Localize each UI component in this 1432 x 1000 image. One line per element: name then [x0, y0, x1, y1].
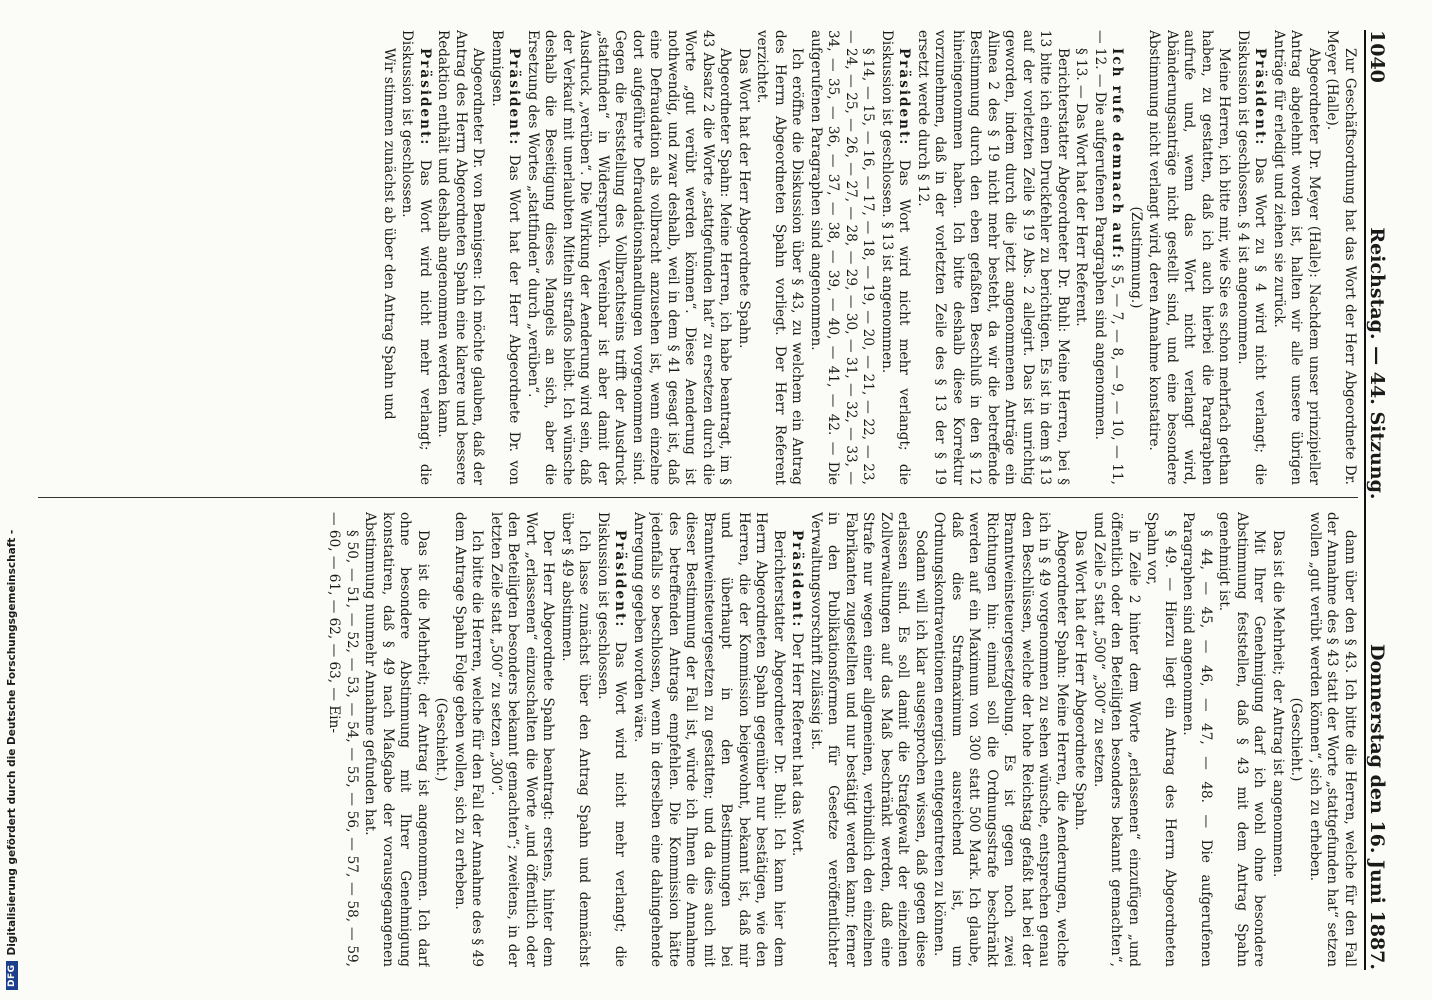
text-paragraph: Abgeordneter Dr. von Bennigsen: Ich möchte glauben, daß der Antrag des Herrn Abgeordneten Spahn eine klarere und bessere Redaktion enthält und deshalb angenommen werden kann. — [435, 30, 487, 485]
text-paragraph: § 50, — 51, — 52, — 53, — 54, — 55, — 56, — 57, — 58, — 59, — 60, — 61, — 62, — 63, — Ein- — [326, 512, 360, 967]
text-paragraph: Berichterstatter Abgeordneter Dr. Buhl: Ich kann hier dem Herrn Abgeordneten Spahn gegenüber nur bestätigen, wie den Herren, die der Kommission beigewohnt, bekannt ist, daß mir und überhaupt in den Bestimmungen bei Branntweinsteuergesetzen zu gestatten; und da dies auch mit dieser Bestimmung der Fall ist, würde ich Ihnen die Annahme des betreffenden Antrags empfehlen. Die Kommission hätte jedenfalls so beschlossen, wenn in derselben eine dahingehende Anregung gegeben worden wäre. — [631, 512, 787, 967]
text-paragraph: Sodann will ich klar ausgesprochen wissen, daß gegen diese erlassen sind. Es soll damit die Strafgewalt der einzelnen Zollverwaltungen auf das Maß beschränkt werden, daß eine Strafe nur wegen einer allgemeinen, verbindlich den einzelnen Fabrikanten zugestellten und nur bestätigt werden kann; ferner in den Publikationsformen für Gesetze veröffentlichter Verwaltungsvorschrift zulässig ist. — [808, 512, 929, 967]
text-paragraph: Ich lasse zunächst über den Antrag Spahn und demnächst über § 49 abstimmen. — [559, 512, 593, 967]
page-header — [1364, 30, 1400, 970]
speech-paragraph — [488, 30, 523, 485]
text-paragraph: § 14, — 15, — 16, — 17, — 18, — 19, — 20, — 21, — 22, — 23, — 24, — 25, — 26, — 27, — 28, — 29, — 30, — 31, — 32, — 33, — 34, — 35, — 36, — 37, — 38, — 39, — 40, — 41, — 42. — Die aufgerufenen Paragraphen sind angenommen. — [808, 30, 877, 485]
text-paragraph: dann über den § 43. Ich bitte die Herren, welche für den Fall der Annahme des § 43 statt der Worte „stattgefunden hat“ setzen wollen „gut verübt werden können“, sich zu erheben. — [1307, 512, 1358, 967]
speaker-name: Ich rufe demnach auf: — [1109, 48, 1126, 261]
text-paragraph: Ich bitte die Herren, welche für den Fall der Annahme des § 49 dem Antrage Spahn Folge geben wollen, sich zu erheben. — [452, 512, 486, 967]
speaker-name: Präsident: — [417, 48, 433, 147]
text-paragraph: in Zeile 2 hinter dem Worte „erlassenen“ einzufügen „und öffentlich oder den Beteiligten besonders bekannt gemachten“, und Zeile 5 statt „500“ „300“ zu setzen. — [1091, 512, 1142, 967]
footer-credit-text: Digitalisierung gefördert durch die Deutsche Forschungsgemeinschaft - — [6, 529, 18, 956]
speech-text: § 5, — 7, — 8, — 9, — 10, — 11, — 12. — Die aufgerufenen Paragraphen sind angenommen. — [1092, 30, 1126, 485]
right-text-column — [33, 512, 1358, 967]
text-paragraph: § 44, — 45, — 46, — 47, — 48. — Die aufgerufenen Paragraphen sind angenommen. — [1180, 512, 1214, 967]
text-paragraph: Der Herr Abgeordnete Spahn beantragt: erstens, hinter dem Wort „erlassenen“ einzuschalten die Worte „und öffentlich oder den Beteiligten besonders bekannt gemachten“; zweitens, in der letzten Zeile statt „500“ zu setzen „300“. — [488, 512, 557, 967]
speech-text: Das Wort zu § 4 wird nicht verlangt; die Diskussion ist geschlossen. § 4 ist angenommen. — [1235, 30, 1269, 485]
speech-text: Der Herr Referent hat das Wort. — [789, 632, 806, 857]
session-title: Reichstag. — 44. Sitzung. — [1366, 227, 1388, 500]
rotated-document — [20, 20, 1410, 980]
text-paragraph: Abgeordneter Dr. Meyer (Halle): Nachdem unser prinzipieller Antrag abgelehnt worden ist, halten wir alle unsere übrigen Anträge für erledigt und ziehen sie zurück. — [1271, 30, 1322, 485]
speaker-name: Präsident: — [1252, 48, 1269, 147]
speech-text: Das Wort hat der Herr Abgeordnete Dr. von Bennigsen. — [489, 30, 523, 485]
speech-text: Das Wort wird nicht mehr verlangt; die Diskussion ist geschlossen. — [399, 30, 433, 485]
digitization-footer — [2, 529, 26, 990]
session-date: Donnerstag den 16. Juni 1887. — [1366, 644, 1388, 970]
text-paragraph: § 49. — Hierzu liegt ein Antrag des Herrn Abgeordneten Spahn vor, — [1144, 512, 1178, 967]
stage-direction: (Geschieht.) — [1288, 697, 1305, 782]
text-paragraph: Das ist die Mehrheit; der Antrag ist angenommen. — [1270, 530, 1286, 878]
text-paragraph: Das Wort hat der Herr Abgeordnete Spahn. — [736, 48, 752, 349]
stage-direction: (Geschieht.) — [433, 697, 450, 782]
left-text-column — [33, 30, 1358, 485]
text-paragraph: Abgeordneter Spahn: Meine Herren, die Aenderungen, welche ich in § 49 vorgenommen zu sehen wünsche, entsprechen genau den Beschlüssen, welche der hohe Reichstag gefaßt hat bei der Branntweinsteuergesetzgebung. Es ist gegen noch zwei Richtungen hin: einmal soll die Ordnungsstrafe beschränkt werden auf ein Maximum von 300 statt 500 Mark. Ich glaube, daß dies Strafmaximum ausreichend ist, um Ordnungskontraventionen energisch entgegentreten zu können. — [931, 512, 1070, 967]
text-paragraph: Wir stimmen zunächst ab über den Antrag Spahn und — [381, 48, 397, 420]
text-paragraph: Meine Herren, ich bitte mir, wie Sie es schon mehrfach gethan haben, zu gestatten, daß ich auch hierbei die Paragraphen aufrufe und, wenn das Wort nicht verlangt wird, Abänderungsanträge nicht gestellt sind, und eine besondere Abstimmung nicht verlangt wird, deren Annahme konstatire. — [1146, 30, 1233, 485]
speech-text: Das Wort wird nicht mehr verlangt; die Diskussion ist geschlossen. § 13 ist angenommen. — [879, 30, 913, 485]
speaker-name: Präsident: — [789, 530, 806, 629]
speech-paragraph — [594, 512, 629, 967]
text-paragraph: Das Wort hat der Herr Abgeordnete Spahn. — [1072, 530, 1089, 831]
text-paragraph: Das ist die Mehrheit; der Antrag ist angenommen. Ich darf ohne besondere Abstimmung mit Ihrer Genehmigung konstatiren, daß § 49 nach Maßgabe der vorausgegangenen Abstimmung nunmehr Annahme gefunden hat. — [362, 512, 431, 967]
dfg-logo: DFG — [6, 961, 18, 990]
speech-paragraph — [1234, 30, 1269, 485]
text-paragraph: Abgeordneter Spahn: Meine Herren, ich habe beantragt, im § 43 Absatz 2 die Worte „stattgefunden hat“ zu ersetzen durch die Worte „gut verübt werden können“. Diese Aenderung ist nothwendig, und zwar deshalb, weil in dem § 41 gesagt ist, daß eine Defraudation als vollbracht anzusehen ist, wenn einzelne dort aufgeführte Defraudationshandlungen vorgenommen sind. Gegen die Feststellung des Vollbrachtseins trifft der Ausdruck „stattfinden“ in Widerspruch. Vereinbar ist aber damit der Ausdruck „verüben“. Die Wirkung der Aenderung wird sein, daß der Verkauf mit unerlaubten Mitteln straflos bleibt. Ich wünsche deshalb die Beseitigung dieses Mangels an sich, aber die Ersetzung des Wortes „stattfinden“ durch „verüben“. — [525, 30, 734, 485]
speaker-name: Präsident: — [506, 48, 523, 147]
speech-paragraph — [398, 30, 433, 485]
speaker-name: Präsident: — [896, 48, 913, 147]
text-paragraph: Berichterstatter Abgeordneter Dr. Buhl: Meine Herren, bei § 13 bitte ich einen Druckfehler zu berichtigen. Es ist in dem § 13 auf der vorletzten Zeile § 19 Abs. 2 allegirt. Das ist unrichtig geworden, indem durch die jetzt angenommenen Anträge ein Alinea 2 des § 19 nicht mehr besteht, da wir die betreffende Bestimmung durch den eben gefaßten Beschluß in den § 12 hineingenommen haben. Ich bitte deshalb diese Korrektur vorzunehmen, daß in der vorletzten Zeile des § 13 der § 19 ersetzt werde durch § 12. — [915, 30, 1071, 485]
text-paragraph: § 13. — Das Wort hat der Herr Referent. — [1073, 48, 1090, 327]
speech-paragraph — [1091, 30, 1126, 485]
stage-direction: (Zustimmung.) — [1128, 206, 1144, 309]
speech-paragraph — [788, 512, 806, 967]
speech-text: Das Wort wird nicht mehr verlangt; die Diskussion ist geschlossen. — [595, 512, 629, 967]
column-divider — [38, 497, 1358, 498]
page-number: 1040 — [1366, 30, 1388, 83]
text-paragraph: Ich eröffne die Diskussion über § 43, zu welchem ein Antrag des Herrn Abgeordneten Spahn vorliegt. Der Herr Referent verzichtet. — [754, 30, 806, 485]
speaker-name: Präsident: — [612, 530, 629, 629]
speech-paragraph — [878, 30, 913, 485]
text-paragraph: Zur Geschäftsordnung hat das Wort der Herr Abgeordnete Dr. Meyer (Halle). — [1324, 30, 1358, 485]
text-paragraph: Mit Ihrer Genehmigung darf ich wohl ohne besondere Abstimmung feststellen, daß § 43 mit dem Antrag Spahn genehmigt ist. — [1216, 512, 1268, 967]
